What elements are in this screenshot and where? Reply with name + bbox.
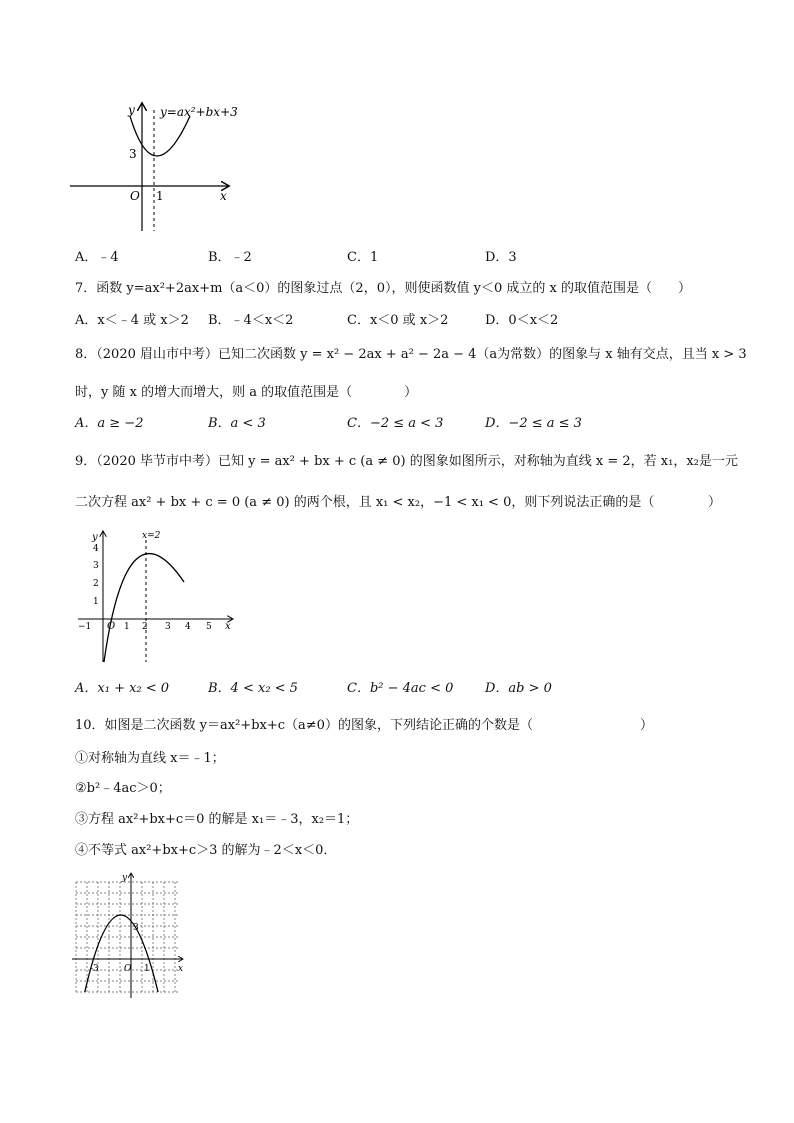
- q9-x-tick-5: 5: [206, 622, 212, 632]
- q9-y-tick-1: 1: [93, 597, 99, 607]
- q10-paren-close: ）: [640, 718, 654, 733]
- q10-x-label: x: [178, 964, 184, 974]
- q8-option-c[interactable]: C．−2 ≤ a < 3: [347, 416, 444, 431]
- q6-x-label: x: [220, 189, 227, 203]
- q6-x-tick-1: 1: [156, 189, 164, 203]
- q9-parabola-figure: [72, 526, 242, 666]
- q10-item-2: ②b²﹣4ac＞0；: [75, 781, 171, 796]
- q9-x-tick-3: 3: [165, 622, 171, 632]
- q7-option-b[interactable]: B．﹣4＜x＜2: [208, 313, 294, 328]
- q7-text: 7．函数 y=ax²+2ax+m（a＜0）的图象过点（2，0），则使函数值 y＜0 成立的 x 的取值范围是（ ）: [75, 281, 691, 296]
- q8-text-line2: 时，y 随 x 的增大而增大，则 a 的取值范围是（ ）: [75, 385, 418, 400]
- q9-y-label: y: [92, 532, 98, 543]
- q9-y-tick-4: 4: [93, 544, 99, 554]
- q10-item-3: ③方程 ax²+bx+c＝0 的解是 x₁＝﹣3，x₂＝1；: [75, 812, 359, 827]
- q6-parabola-curve: [130, 116, 190, 156]
- q10-grid-parabola-figure: [70, 870, 190, 1005]
- q10-y-label: y: [122, 873, 128, 883]
- q6-curve-label: y=ax²+bx+3: [160, 105, 238, 119]
- q9-origin-label: O: [107, 621, 116, 632]
- q6-y-label: y: [128, 103, 135, 117]
- q10-parabola-curve: [83, 915, 160, 1000]
- q7-option-a[interactable]: A．x＜﹣4 或 x＞2: [75, 313, 189, 328]
- q6-option-a[interactable]: A．﹣4: [75, 250, 119, 265]
- q10-origin-label: O: [124, 964, 132, 974]
- q6-origin-label: O: [130, 189, 140, 203]
- q9-x-tick-2: 2: [142, 622, 148, 632]
- q9-option-a[interactable]: A．x₁ + x₂ < 0: [75, 681, 170, 696]
- q9-text-line2: 二次方程 ax² + bx + c = 0 (a ≠ 0) 的两个根，且 x₁ < x₂，−1 < x₁ < 0，则下列说法正确的是（: [75, 495, 655, 510]
- q10-x-tick-m3: -3: [90, 964, 99, 974]
- q9-option-c[interactable]: C．b² − 4ac < 0: [347, 681, 454, 696]
- q9-text-line1: 9．（2020 毕节市中考）已知 y = ax² + bx + c (a ≠ 0) 的图象如图所示，对称轴为直线 x = 2，若 x₁，x₂是一元: [75, 454, 738, 469]
- q6-y-tick-3: 3: [129, 147, 137, 161]
- q9-paren-close: ）: [708, 495, 722, 510]
- q9-parabola-curve: [104, 554, 184, 662]
- q9-x-tick-4: 4: [185, 622, 191, 632]
- q6-option-c[interactable]: C．1: [347, 250, 379, 265]
- q10-text: 10．如图是二次函数 y＝ax²+bx+c（a≠0）的图象，下列结论正确的个数是（: [75, 718, 533, 733]
- q10-item-1: ①对称轴为直线 x＝﹣1；: [75, 751, 225, 766]
- q7-option-c[interactable]: C．x＜0 或 x＞2: [347, 313, 449, 328]
- q8-option-a[interactable]: A．a ≥ −2: [75, 416, 144, 431]
- q10-item-4: ④不等式 ax²+bx+c＞3 的解为﹣2＜x＜0．: [75, 843, 337, 858]
- q9-y-tick-2: 2: [93, 579, 99, 589]
- q8-option-d[interactable]: D．−2 ≤ a ≤ 3: [485, 416, 582, 431]
- q7-option-d[interactable]: D．0＜x＜2: [485, 313, 559, 328]
- q9-symmetry-label: x=2: [142, 531, 161, 541]
- q10-x-tick-1: 1: [144, 964, 150, 974]
- q8-option-b[interactable]: B．a < 3: [208, 416, 266, 431]
- q10-y-tick-3: 3: [133, 923, 139, 933]
- q10-grid: [76, 882, 180, 992]
- q9-x-tick-m1: −1: [78, 622, 92, 632]
- q6-parabola-figure: [68, 96, 248, 236]
- q9-x-label: x: [225, 621, 231, 632]
- q9-option-d[interactable]: D．ab > 0: [485, 681, 552, 696]
- q9-option-b[interactable]: B．4 < x₂ < 5: [208, 681, 298, 696]
- q9-x-tick-1: 1: [124, 622, 130, 632]
- q9-y-tick-3: 3: [93, 561, 99, 571]
- q8-text-line1: 8．（2020 眉山市中考）已知二次函数 y = x² − 2ax + a² − 2a − 4（a为常数）的图象与 x 轴有交点，且当 x > 3: [75, 347, 747, 362]
- q6-option-d[interactable]: D．3: [485, 250, 517, 265]
- q6-option-b[interactable]: B．﹣2: [208, 250, 252, 265]
